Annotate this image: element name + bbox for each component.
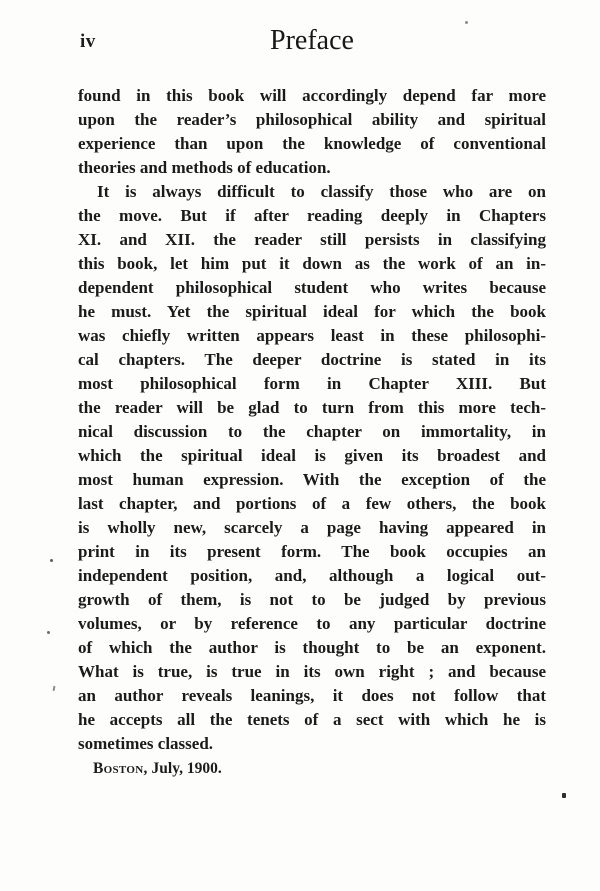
dateline-place: Boston, [93,760,148,777]
text-line: What is true, is true in its own right ; and because [78,662,546,681]
scan-speck [465,21,468,24]
text-line: the reader will be glad to turn from this more tech- [78,398,546,417]
text-line: growth of them, is not to be judged by previous [78,590,546,609]
paragraph [78,180,546,756]
text-line: independent position, and, although a logical out- [78,566,546,585]
text-line: he must. Yet the spiritual ideal for which the book [78,302,546,321]
text-line: cal chapters. The deeper doctrine is stated in its [78,350,546,369]
preface-body [78,84,546,781]
text-line: an author reveals leanings, it does not follow that [78,686,546,705]
text-line: was chiefly written appears least in these philosophi- [78,326,546,345]
text-line: XI. and XII. the reader still persists in classifying [78,230,546,249]
page-number: iv [80,31,96,52]
text-line: is wholly new, scarcely a page having appeared in [78,518,546,537]
text-line: nical discussion to the chapter on immortality, in [78,422,546,441]
text-line: most philosophical form in Chapter XIII. But [78,374,546,393]
text-line: upon the reader’s philosophical ability and spiritual [78,110,546,129]
text-line: this book, let him put it down as the work of an in- [78,254,546,273]
scan-speck [53,686,56,691]
scan-speck [47,631,50,634]
text-line: volumes, or by reference to any particular doctrine [78,614,546,633]
text-line: It is always difficult to classify those who are on [97,182,546,201]
page-title: Preface [270,25,354,56]
text-line: experience than upon the knowledge of conventional [78,134,546,153]
text-line: most human expression. With the exception of the [78,470,546,489]
scan-speck [562,793,566,798]
text-line: sometimes classed. [78,734,214,753]
dateline-date: July, 1900. [147,760,222,777]
dateline [93,757,546,781]
text-line: theories and methods of education. [78,158,331,177]
text-line: found in this book will accordingly depend far more [78,86,546,105]
scan-speck [50,559,53,562]
text-line: he accepts all the tenets of a sect with which he is [78,710,546,729]
text-line: the move. But if after reading deeply in Chapters [78,206,546,225]
text-line: of which the author is thought to be an exponent. [78,638,546,657]
text-line: dependent philosophical student who writes because [78,278,546,297]
paragraph [78,84,546,180]
text-line: last chapter, and portions of a few others, the book [78,494,546,513]
text-line: print in its present form. The book occupies an [78,542,546,561]
text-line: which the spiritual ideal is given its broadest and [78,446,546,465]
